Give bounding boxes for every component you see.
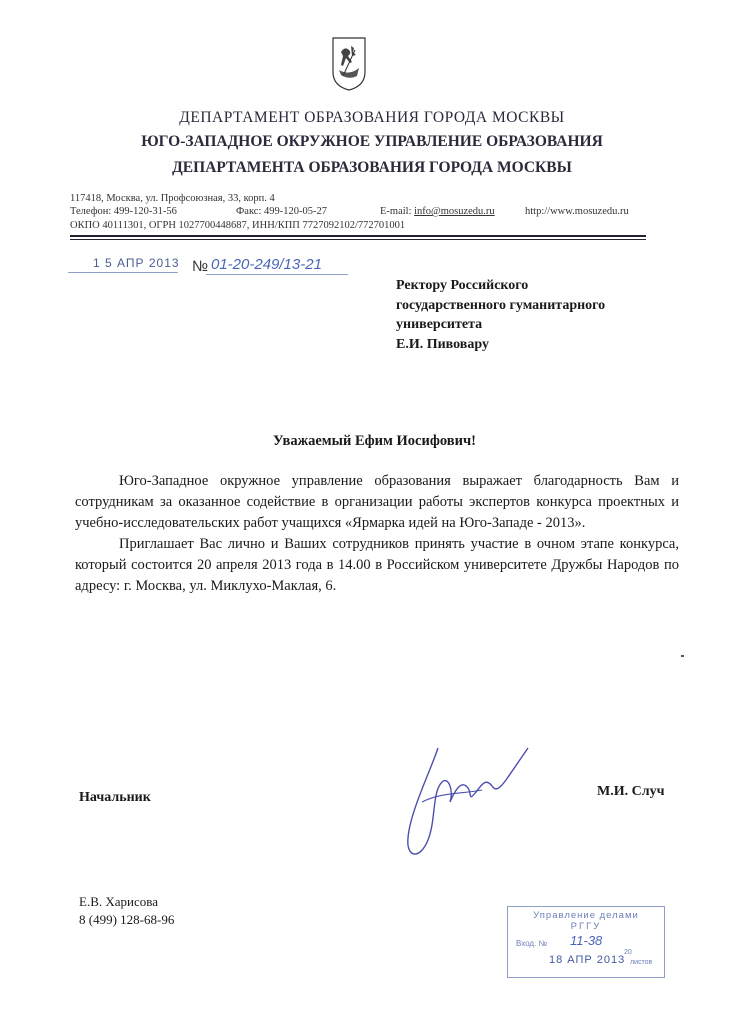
salutation: Уважаемый Ефим Иосифович! bbox=[273, 433, 476, 449]
stamp-received-date: 18 АПР 2013 bbox=[549, 954, 626, 966]
stamp-sheets-label: листов bbox=[630, 959, 653, 966]
email-label: E-mail: bbox=[380, 206, 415, 217]
stamp-year-label: 20 bbox=[624, 949, 632, 956]
moscow-coat-of-arms-icon bbox=[331, 36, 367, 92]
directorate-subtitle: ДЕПАРТАМЕНТА ОБРАЗОВАНИЯ ГОРОДА МОСКВЫ bbox=[172, 159, 572, 176]
stamp-title: Управление делами bbox=[533, 910, 639, 921]
date-underline bbox=[68, 272, 178, 273]
department-title: ДЕПАРТАМЕНТ ОБРАЗОВАНИЯ ГОРОДА МОСКВЫ bbox=[179, 109, 565, 126]
directorate-title: ЮГО-ЗАПАДНОЕ ОКРУЖНОЕ УПРАВЛЕНИЕ ОБРАЗОВАНИЯ bbox=[141, 133, 603, 150]
incoming-registration-stamp bbox=[507, 906, 665, 978]
number-sign: № bbox=[192, 258, 209, 275]
stamp-org: РГГУ bbox=[570, 921, 602, 932]
body-paragraph-2: Приглашает Вас лично и Ваших сотрудников принять участие в очном этапе конкурса, который состоится 20 апреля 2013 года в 14.00 в Российском университете Дружбы Народов по адресу: г. Москва, ул. Миклухо-Маклая, 6. bbox=[75, 536, 679, 594]
body-paragraph-1: Юго-Западное окружное управление образования выражает благодарность Вам и сотрудникам за оказанное содействие в организации работы экспертов конкурса проектных и учебно-исследовательских работ учащихся «Ярмарка идей на Юго-Западе - 2013». bbox=[75, 473, 679, 531]
signatory-position: Начальник bbox=[79, 790, 151, 805]
letter-body bbox=[75, 471, 679, 597]
addressee-line: государственного гуманитарного bbox=[396, 297, 606, 313]
addressee-line: университета bbox=[396, 317, 483, 332]
registration-codes: ОКПО 40111301, ОГРН 1027700448687, ИНН/КПП 7727092102/772701001 bbox=[70, 220, 406, 231]
stamp-incoming-number: 11-38 bbox=[570, 933, 603, 948]
number-underline bbox=[206, 274, 348, 275]
website-link[interactable]: http://www.mosuzedu.ru bbox=[525, 206, 629, 217]
handwritten-signature-icon bbox=[402, 742, 542, 862]
addressee-block bbox=[396, 276, 605, 354]
header-divider-thin bbox=[70, 239, 646, 240]
email-link[interactable]: info@mosuzedu.ru bbox=[414, 206, 495, 217]
phone-number: Телефон: 499-120-31-56 bbox=[70, 206, 177, 217]
email-line bbox=[380, 206, 495, 217]
outgoing-number: 01-20-249/13-21 bbox=[211, 256, 322, 273]
addressee-line: Е.И. Пивовару bbox=[396, 336, 489, 352]
header-divider-thick bbox=[70, 235, 646, 237]
performer-block bbox=[79, 893, 174, 929]
outgoing-date-stamp: 1 5 АПР 2013 bbox=[93, 256, 180, 270]
fax-number: Факс: 499-120-05-27 bbox=[236, 206, 327, 217]
signatory-name: М.И. Случ bbox=[597, 784, 665, 799]
stamp-incoming-label: Вход. № bbox=[516, 939, 548, 948]
addressee-line: Ректору Российского bbox=[396, 278, 529, 293]
speck bbox=[681, 655, 684, 657]
performer-name: Е.В. Харисова bbox=[79, 894, 158, 909]
performer-phone: 8 (499) 128-68-96 bbox=[79, 912, 175, 927]
postal-address: 117418, Москва, ул. Профсоюзная, 33, корп. 4 bbox=[70, 193, 275, 204]
